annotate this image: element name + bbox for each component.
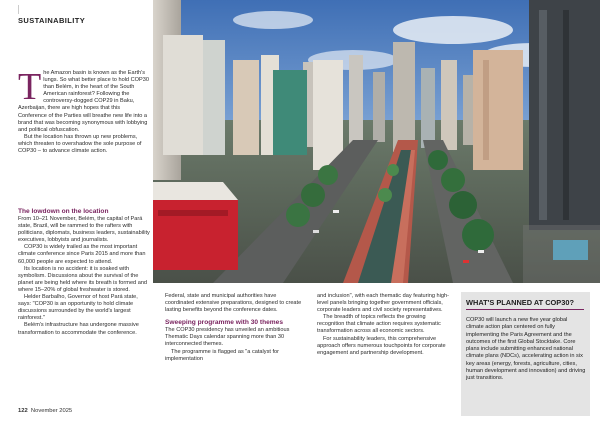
- themes-heading: Sweeping programme with 30 themes: [165, 319, 283, 327]
- section-label: SUSTAINABILITY: [18, 16, 86, 25]
- intro-column: [18, 66, 150, 155]
- col3-paragraph-2: The breadth of topics reflects the growing recognition that climate action requires systematic transformation across all economic sectors.: [317, 314, 441, 335]
- col2-paragraph-3: The programme is flagged as "a catalyst for implementation: [165, 348, 280, 362]
- box-title: WHAT'S PLANNED AT COP30?: [466, 298, 574, 307]
- section-marker: [18, 5, 19, 14]
- body-column-3: [317, 293, 449, 357]
- drop-cap: T: [18, 66, 42, 108]
- lowdown-paragraph-1: From 10–21 November, Belém, the capital of Pará state, Brazil, will be rammed to the rafters with politicians, diplomats, business leaders, sustainability executives, lobbyists and journalists.: [18, 216, 150, 244]
- box-body: COP30 will launch a new five year global climate action plan centered on fully implementing the Paris Agreement and the outcomes of the first Global Stocktake. Core plans include submitting enhanced national climate plans (NDCs), accelerating action in six key areas (energy, forests, agriculture, cities, human development and innovation) and driving just transitions.: [466, 317, 586, 382]
- body-column-2: [165, 293, 305, 363]
- cop30-plans-box: [461, 292, 590, 416]
- lowdown-heading: The lowdown on the location: [18, 208, 109, 215]
- col2-paragraph-1: Federal, state and municipal authorities have coordinated extensive preparations, designed to create lasting benefits beyond the conference dates.: [165, 293, 302, 314]
- page-number: 122: [18, 408, 28, 414]
- lowdown-paragraph-2: COP30 is widely trailed as the most important climate conference since Paris 2015 and more than 60,000 people are expected to attend.: [18, 244, 146, 265]
- lowdown-paragraph-4: Helder Barbalho, Governor of host Pará state, says: "COP30 is an opportunity to hold climate discussions surrounded by the world's largest rainforest.": [18, 294, 138, 322]
- aerial-city-photo: [153, 0, 600, 283]
- page-folio: [18, 408, 72, 414]
- lowdown-paragraph-3: Its location is no accident: it is soaked with symbolism. Discussions about the survival of the planet are being held where its breath is formed and where 15–20% of global freshwater is stored.: [18, 265, 148, 293]
- col3-paragraph-1: and inclusion", with each thematic day featuring high-level panels bringing together government officials, corporate leaders and civil society representatives.: [317, 293, 449, 314]
- col3-paragraph-3: For sustainability leaders, this comprehensive approach offers numerous touchpoints for corporate engagement and partnership development.: [317, 335, 446, 356]
- issue-date: November 2025: [30, 408, 73, 414]
- intro-paragraph: he Amazon basin is known as the Earth's lungs. So what better place to hold COP30 than Belém, in the heart of the South American rainforest? Following the controversy-dogged COP29 in Baku, Azerbaijan, there are high hopes that this Conference of the Parties will breathe new life into a brand that was becoming synonymous with lobbying and political obfuscation.: [18, 70, 149, 133]
- box-rule: [466, 309, 584, 310]
- lowdown-paragraph-5: Belém's infrastructure has undergone massive transformation to accommodate the conference.: [18, 322, 139, 336]
- col2-paragraph-2: The COP30 presidency has unveiled an ambitious Thematic Days calendar spanning more than 30 interconnected themes.: [165, 327, 290, 348]
- intro-paragraph-2: But the location has thrown up new problems, which threaten to overshadow the sole purpose of COP30 – to advance climate action.: [18, 133, 142, 155]
- lowdown-column: [18, 208, 150, 337]
